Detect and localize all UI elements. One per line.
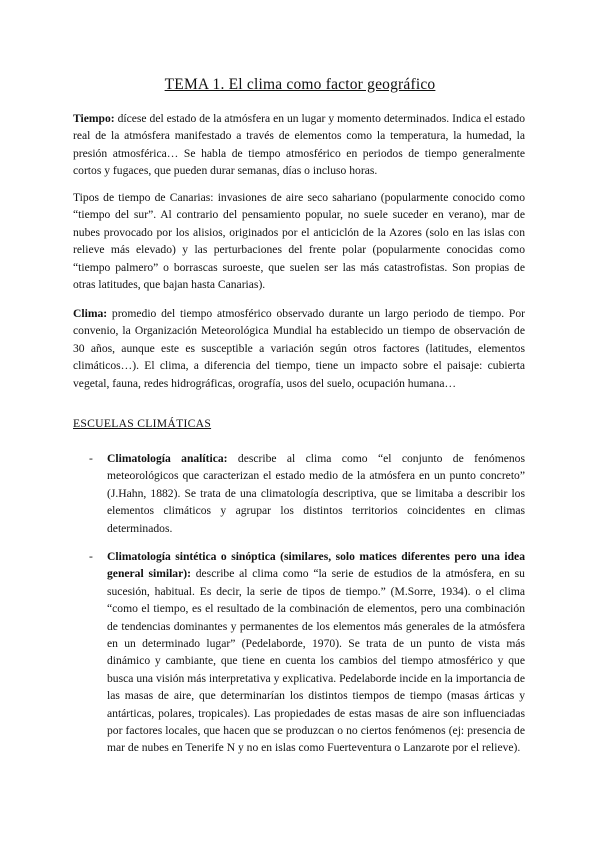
analitica-paragraph [107, 450, 525, 537]
tiempo-text: dícese del estado de la atmósfera en un lugar y momento determinados. Indica el estado real de la atmósfera manifestado a través de elementos como la temperatura, la humedad, la presión atmosférica… Se habla de tiempo atmosférico en periodos de tiempo generalmente cortos y fugaces, que pueden durar semanas, días o incluso horas. [73, 112, 525, 178]
clima-text: promedio del tiempo atmosférico observado durante un largo periodo de tiempo. Por convenio, la Organización Meteorológica Mundial ha establecido un tiempo de observación de 30 años, aunque este es susceptible a variación según otros factores (latitudes, elementos climáticos…). El clima, a diferencia del tiempo, tiene un impacto sobre el paisaje: cubierta vegetal, fauna, redes hidrográficas, orografía, usos del suelo, ocupación humana… [73, 307, 525, 390]
analitica-term: Climatología analítica: [107, 452, 228, 465]
escuelas-heading: ESCUELAS CLIMÁTICAS [73, 417, 212, 430]
page-title: TEMA 1. El clima como factor geográfico [164, 76, 436, 93]
list-dash: - [89, 550, 93, 563]
list-item-sintetica [73, 548, 525, 757]
list-item-analitica [73, 450, 525, 537]
sintetica-term: Climatología sintética o sinóptica (similares, solo matices diferentes pero una idea general similar): [107, 550, 525, 581]
tiempo-term: Tiempo: [73, 112, 115, 125]
sintetica-paragraph [107, 548, 525, 757]
clima-term: Clima: [73, 307, 108, 320]
tipos-paragraph: Tipos de tiempo de Canarias: invasiones de aire seco sahariano (popularmente conocido como “tiempo del sur”. Al contrario del pensamiento popular, no suele suceder en verano), mar de nubes provocado por los alisios, originados por el anticiclón de la Azores (solo en las islas con relieve más elevado) y las perturbaciones del frente polar (popularmente conocidas como “tiempo palmero” o borrascas suroeste, que suelen ser las más catastrofistas. Son propias de otras latitudes, que bajan hasta Canarias). [73, 191, 525, 292]
sintetica-text: describe al clima como “la serie de estudios de la atmósfera, en su sucesión, habitual. Es decir, la serie de tipos de tiempo.” (M.Sorre, 1934). o el clima “como el tiempo, es el resultado de la combinación de elementos, pero una combinación de tendencias dominantes y permanentes de los elementos más generales de la atmósfera en un determinado lugar” (Pedelaborde, 1970). Se trata de un punto de vista más dinámico y cambiante, que tiene en cuenta los cambios del tiempo atmosférico y que busca una visión más interpretativa y explicativa. Pedelaborde incide en la importancia de las masas de aire, que determinarían los distintos tiempos de tiempo (masas árticas y antárticas, polares, tropicales). Las propiedades de estas masas de aire son influenciadas por factores locales, que hacen que se produzcan o no ciertos fenómenos (ej: presencia de mar de nubes en Tenerife N y no en islas como Fuerteventura o Lanzarote por el relieve). [107, 567, 525, 755]
tiempo-paragraph [73, 110, 525, 180]
list-dash: - [89, 452, 93, 465]
analitica-text: describe al clima como “el conjunto de fenómenos meteorológicos que caracterizan el estado medio de la atmósfera en un punto concreto” (J.Hahn, 1882). Se trata de una climatología descriptiva, que se limitaba a describir los elementos climáticos y agrupar los distintos territorios coincidentes en climas determinados. [107, 452, 525, 535]
clima-paragraph [73, 305, 525, 392]
